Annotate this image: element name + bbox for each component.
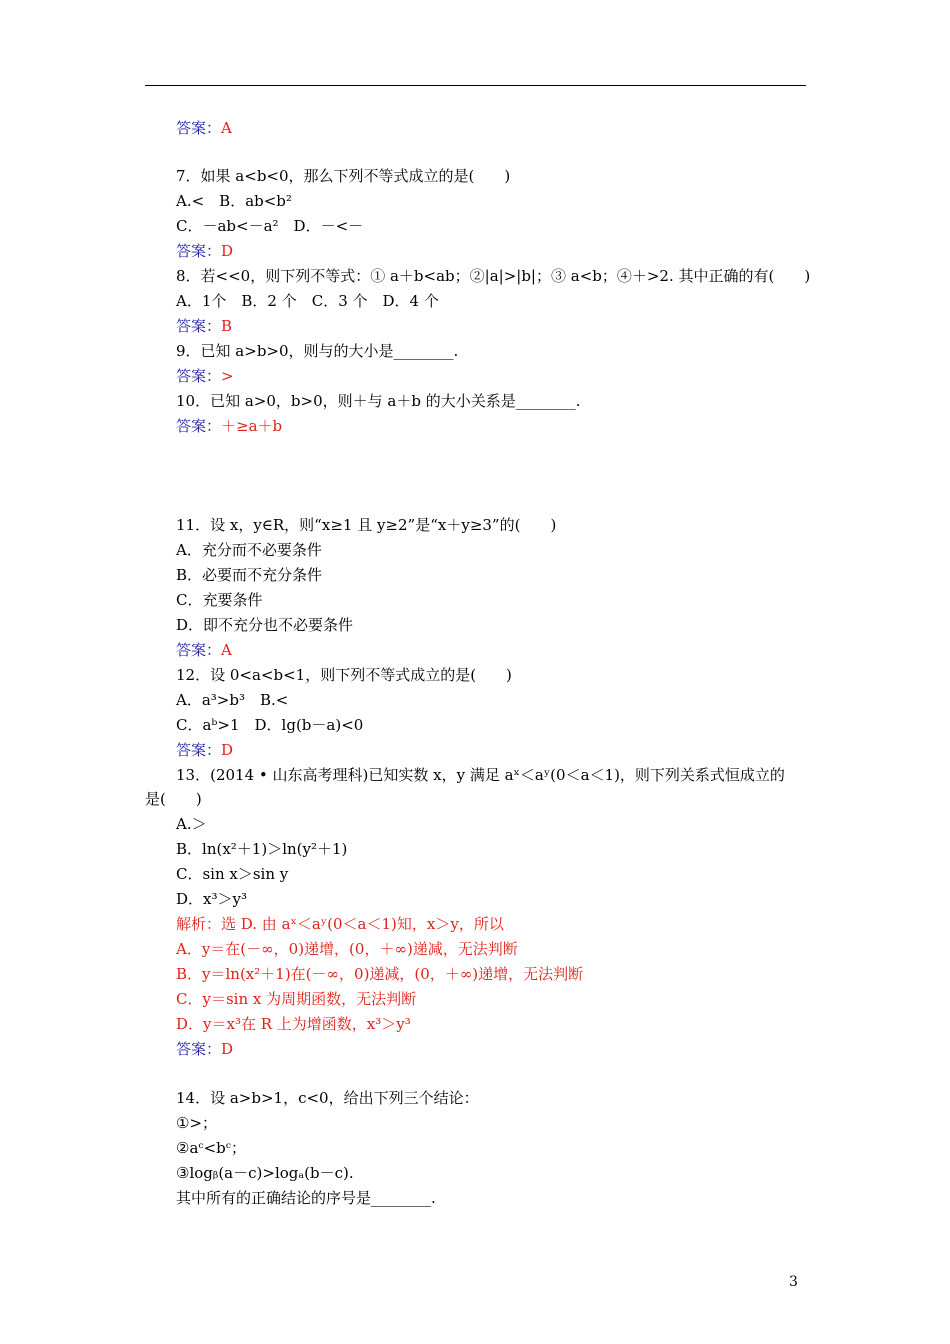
text-line: 14．设 a>b>1，c<0，给出下列三个结论： — [176, 1089, 479, 1107]
answer-value: A — [221, 641, 232, 659]
analysis-line: 解析：选 D. 由 aˣ＜aʸ(0＜a＜1)知，x＞y，所以 — [176, 915, 504, 933]
answer-label: 答案： — [176, 367, 222, 385]
answer-value: D — [221, 242, 234, 260]
answer-line — [176, 740, 233, 760]
text-line: D．即不充分也不必要条件 — [176, 616, 354, 634]
answer-label: 答案： — [176, 741, 222, 759]
answer-value: ＋≥a＋b — [221, 417, 283, 435]
answer-line — [176, 1039, 233, 1059]
answer-value: > — [221, 367, 234, 385]
text-line: 其中所有的正确结论的序号是________. — [176, 1189, 436, 1207]
text-line: 12．设 0<a<b<1，则下列不等式成立的是( ) — [176, 666, 512, 684]
text-line: C．aᵇ>1 D．lg(b－a)<0 — [176, 716, 364, 734]
analysis-line: C．y＝sin x 为周期函数，无法判断 — [176, 990, 417, 1008]
answer-value: A — [221, 119, 232, 137]
answer-label: 答案： — [176, 417, 222, 435]
text-line: A．充分而不必要条件 — [176, 541, 322, 559]
answer-label: 答案： — [176, 641, 222, 659]
text-line: 11．设 x，y∈R，则“x≥1 且 y≥2”是“x＋y≥3”的( ) — [176, 516, 557, 534]
analysis-line: A．y＝在(－∞，0)递增，(0，＋∞)递减，无法判断 — [176, 940, 518, 958]
answer-label: 答案： — [176, 317, 222, 335]
text-line: A．a³>b³ B.< — [176, 691, 289, 709]
text-line: C．充要条件 — [176, 591, 263, 609]
text-line: A.＞ — [176, 815, 207, 833]
page-number: 3 — [789, 1274, 798, 1290]
answer-label: 答案： — [176, 242, 222, 260]
text-line: A.< B．ab<b² — [176, 192, 292, 210]
answer-label: 答案： — [176, 119, 222, 137]
text-line: D．x³＞y³ — [176, 890, 247, 908]
answer-line — [176, 316, 232, 336]
answer-line — [176, 416, 282, 436]
answer-value: B — [221, 317, 233, 335]
text-line: 8．若<<0，则下列不等式：① a＋b<ab；②|a|>|b|；③ a<b；④＋>2. 其中正确的有( ) — [176, 267, 811, 285]
answer-value: D — [221, 1040, 234, 1058]
answer-value: D — [221, 741, 234, 759]
answer-line — [176, 118, 232, 138]
header-rule — [145, 85, 806, 86]
text-line: 9．已知 a>b>0，则与的大小是________. — [176, 342, 459, 360]
answer-line — [176, 640, 232, 660]
text-line: 10．已知 a>0，b>0，则＋与 a＋b 的大小关系是________. — [176, 392, 581, 410]
text-line: ②aᶜ<bᶜ； — [176, 1139, 246, 1157]
text-line: 7．如果 a<b<0，那么下列不等式成立的是( ) — [176, 167, 511, 185]
answer-line — [176, 241, 233, 261]
text-line: 13．(2014 • 山东高考理科)已知实数 x，y 满足 aˣ＜aʸ(0＜a＜1)，则下列关系式恒成立的 — [176, 766, 785, 784]
text-line: B．必要而不充分条件 — [176, 566, 323, 584]
text-line: C．sin x＞sin y — [176, 865, 289, 883]
answer-label: 答案： — [176, 1040, 222, 1058]
text-line: A．1个 B．2 个 C．3 个 D．4 个 — [176, 292, 439, 310]
analysis-line: D．y＝x³在 R 上为增函数，x³＞y³ — [176, 1015, 411, 1033]
text-line: B．ln(x²＋1)＞ln(y²＋1) — [176, 840, 348, 858]
text-line: C．－ab<－a² D．－<－ — [176, 217, 364, 235]
answer-line — [176, 366, 234, 386]
text-line: ③logᵦ(a－c)>logₐ(b－c). — [176, 1164, 354, 1182]
text-line: ①>； — [176, 1114, 218, 1132]
analysis-line: B．y＝ln(x²＋1)在(－∞，0)递减，(0，＋∞)递增，无法判断 — [176, 965, 584, 983]
text-line: 是( ) — [145, 790, 202, 808]
